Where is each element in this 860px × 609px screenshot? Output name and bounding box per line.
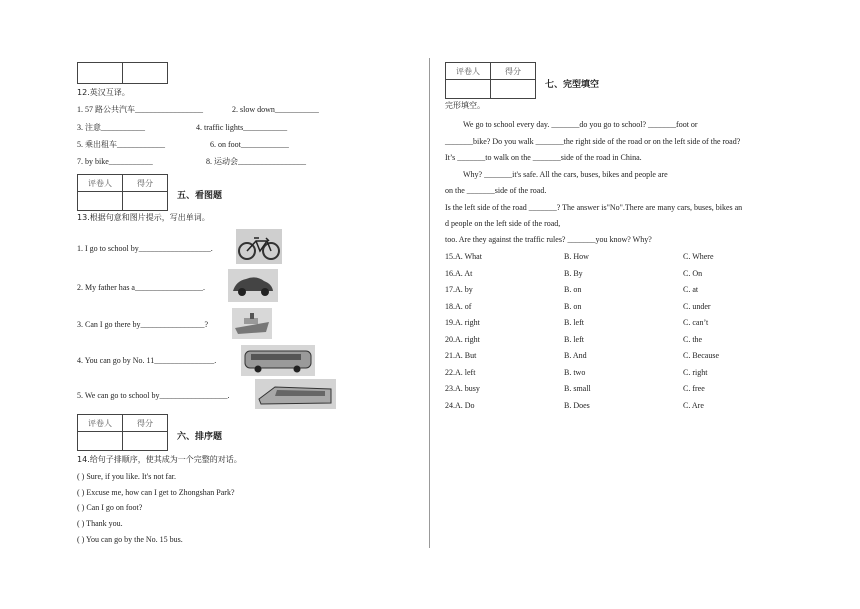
option-b: B. two — [564, 367, 586, 377]
option-a: 24.A. Do — [445, 400, 475, 410]
score-cell — [78, 63, 123, 84]
option-a: 15.A. What — [445, 252, 482, 261]
score-cell — [123, 63, 168, 84]
grader-label: 评卷人 — [446, 63, 491, 80]
option-b: B. By — [564, 268, 583, 278]
option-a: 18.A. of — [445, 301, 472, 311]
q12-item-3: 3. 注意___________ — [77, 123, 145, 132]
q14-item-1: ( ) Sure, if you like. It's not far. — [77, 472, 176, 481]
q13-item-5: 5. We can go to school by_________________. — [77, 391, 230, 400]
q14-title: 14.给句子排顺序，使其成为一个完整的对话。 — [77, 455, 242, 464]
passage-line-6: Is the left side of the road _______? The answer is"No".There are many cars, buses, bikes an — [445, 203, 743, 212]
passage-line-2: _______bike? Do you walk _______the right side of the road or on the left side of the road? — [445, 137, 741, 146]
q12-item-5: 5. 乘出租车____________ — [77, 140, 165, 149]
q12-title: 12.英汉互译。 — [77, 88, 130, 97]
score-cell — [123, 192, 168, 211]
score-label: 得分 — [123, 415, 168, 432]
option-a: 16.A. At — [445, 268, 473, 278]
grader-cell — [78, 192, 123, 211]
q13-item-3: 3. Can I go there by________________? — [77, 320, 209, 329]
option-c: C. free — [683, 384, 705, 393]
grader-cell — [446, 80, 491, 99]
option-a: 17.A. by — [445, 285, 473, 294]
score-cell — [123, 432, 168, 451]
grader-cell — [78, 432, 123, 451]
grader-label: 评卷人 — [78, 415, 123, 432]
score-label: 得分 — [123, 175, 168, 192]
passage-line-1: We go to school every day. _______do you go to school? _______foot or — [463, 120, 698, 129]
option-a: 21.A. But — [445, 351, 477, 360]
q12-item-6: 6. on foot____________ — [210, 140, 289, 149]
q13-title: 13.根据句意和图片提示，写出单词。 — [77, 213, 210, 222]
option-c: C. Are — [683, 400, 704, 410]
option-c: C. Because — [683, 351, 719, 360]
sec7-score-table — [445, 62, 536, 99]
q13-item-4: 4. You can go by No. 11_______________. — [77, 356, 217, 365]
passage-line-4: Why? _______it's safe. All the cars, buses, bikes and people are — [463, 170, 668, 179]
option-c: C. Where — [683, 252, 714, 261]
option-c: C. the — [683, 334, 703, 344]
option-a: 19.A. right — [445, 318, 480, 327]
sec6-score-table — [77, 414, 168, 451]
ship-icon — [232, 308, 272, 339]
section-5-title: 五、看图题 — [177, 191, 223, 201]
q12-item-7: 7. by bike___________ — [77, 157, 153, 166]
q13-item-2: 2. My father has a_________________. — [77, 283, 205, 292]
score-label: 得分 — [491, 63, 536, 80]
column-divider — [429, 58, 430, 548]
option-b: B. left — [564, 318, 584, 327]
q12-item-1: 1. 57 路公共汽车_________________ — [77, 105, 203, 114]
option-a: 23.A. busy — [445, 384, 480, 393]
score-cell — [491, 80, 536, 99]
bus-icon — [241, 345, 315, 376]
q14-item-5: ( ) You can go by the No. 15 bus. — [77, 535, 183, 544]
cloze-instruction: 完形填空。 — [445, 101, 485, 110]
option-b: B. How — [564, 252, 589, 261]
q12-item-8: 8. 运动会_________________ — [206, 157, 306, 166]
section-6-title: 六、排序题 — [177, 432, 223, 442]
passage-line-8: too. Are they against the traffic rules? _______you know? Why? — [445, 235, 652, 244]
option-c: C. at — [683, 285, 699, 294]
option-b: B. Does — [564, 400, 590, 410]
option-c: C. right — [683, 367, 708, 377]
passage-line-7: d people on the left side of the road, — [445, 219, 561, 228]
option-b: B. on — [564, 301, 582, 311]
q14-item-4: ( ) Thank you. — [77, 519, 123, 528]
train-icon — [255, 379, 336, 409]
option-c: C. under — [683, 301, 711, 311]
bicycle-icon — [236, 229, 282, 264]
top-score-table — [77, 62, 168, 84]
section-7-title: 七、完型填空 — [545, 80, 600, 90]
q12-item-4: 4. traffic lights___________ — [196, 123, 288, 132]
option-b: B. on — [564, 285, 582, 294]
option-c: C. On — [683, 268, 703, 278]
q14-item-3: ( ) Can I go on foot? — [77, 503, 143, 512]
option-b: B. And — [564, 351, 587, 360]
grader-label: 评卷人 — [78, 175, 123, 192]
passage-line-5: on the _______side of the road. — [445, 186, 547, 195]
q14-item-2: ( ) Excuse me, how can I get to Zhongshan Park? — [77, 488, 235, 497]
q12-item-2: 2. slow down___________ — [232, 105, 319, 114]
option-b: B. small — [564, 384, 591, 393]
sec5-score-table — [77, 174, 168, 211]
passage-line-3: It’s _______to walk on the _______side of the road in China. — [445, 153, 642, 162]
option-b: B. left — [564, 334, 584, 344]
option-a: 22.A. left — [445, 367, 476, 377]
q13-item-1: 1. I go to school by__________________. — [77, 244, 213, 253]
option-a: 20.A. right — [445, 334, 480, 344]
option-c: C. can’t — [683, 318, 709, 327]
car-icon — [228, 269, 278, 302]
